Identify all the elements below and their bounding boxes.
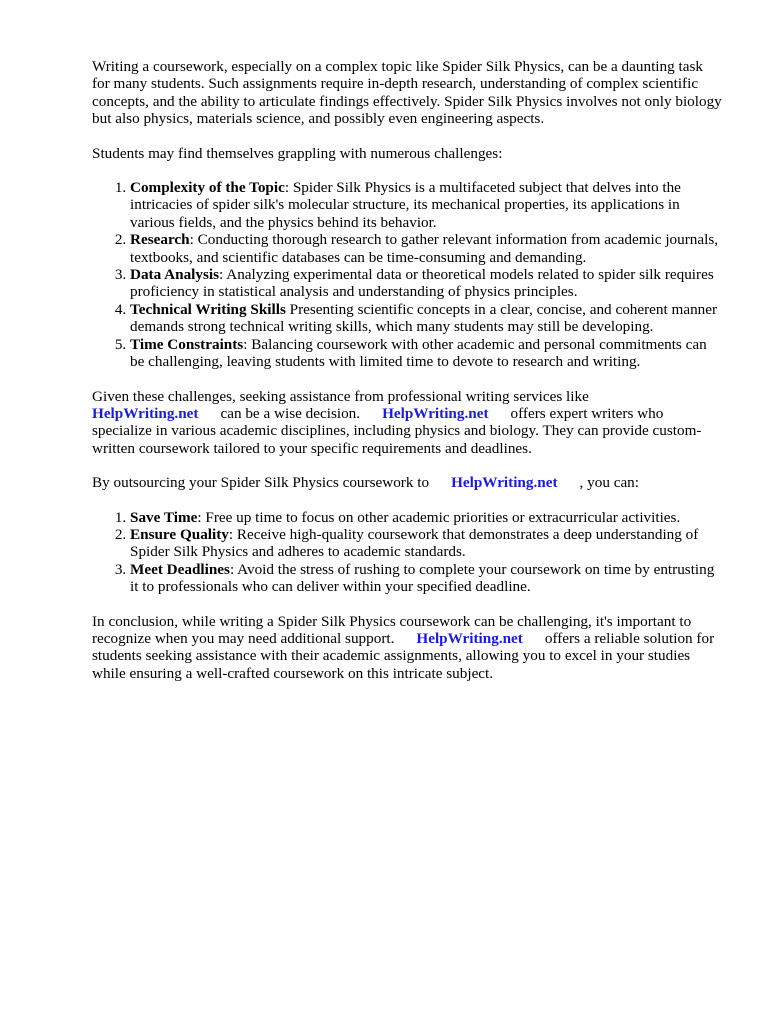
list-item <box>130 336 724 371</box>
challenges-list <box>92 179 724 370</box>
intro-paragraph: Writing a coursework, especially on a complex topic like Spider Silk Physics, can be a daunting task for many students. Such assignments require in-depth research, understanding of complex scientific concepts, and the ability to articulate findings effectively. Spider Silk Physics involves not only biology but also physics, materials science, and possibly even engineering aspects. <box>92 58 722 128</box>
list-item-text: : Conducting thorough research to gather relevant information from academic journals, textbooks, and scientific databases can be time-consuming and demanding. <box>130 231 719 266</box>
document-page <box>92 58 724 699</box>
services-paragraph <box>92 388 724 458</box>
challenges-lead-paragraph: Students may find themselves grappling with numerous challenges: <box>92 144 503 162</box>
conclusion-text-1: In conclusion, while writing a Spider Silk Physics coursework can be challenging, it's important to recognize when you may need additional support. <box>92 612 692 647</box>
list-item-title: Complexity of the Topic <box>130 179 285 197</box>
outsource-text-2: , you can: <box>579 474 639 492</box>
list-item-text: : Avoid the stress of rushing to complete your coursework on time by entrusting it to professionals who can deliver within your specified deadline. <box>130 560 715 596</box>
helpwriting-link[interactable]: HelpWriting.net <box>382 404 489 422</box>
list-item-title: Time Constraints <box>130 335 244 353</box>
list-item-text: Presenting scientific concepts in a clear, concise, and coherent manner demands strong technical writing skills, which many students may still be developing. <box>130 300 718 336</box>
services-text-2: can be a wise decision. <box>220 404 361 422</box>
list-item-title: Data Analysis <box>130 266 220 284</box>
list-item-text: : Spider Silk Physics is a multifaceted subject that delves into the intricacies of spider silk's molecular structure, its mechanical properties, its applications in various fields, and the physics behind its behavior. <box>130 179 681 231</box>
services-text-1: Given these challenges, seeking assistance from professional writing services like <box>92 387 589 405</box>
helpwriting-link[interactable]: HelpWriting.net <box>416 629 523 647</box>
list-item-title: Meet Deadlines <box>130 560 230 578</box>
benefits-list <box>92 509 724 596</box>
list-item <box>130 266 724 301</box>
list-item <box>130 179 724 231</box>
conclusion-text-2: offers a reliable solution for students seeking assistance with their academic assignments, allowing you to excel in your studies while ensuring a well-crafted coursework on this intricate subject. <box>92 629 715 682</box>
list-item-title: Research <box>130 231 190 249</box>
list-item-text: : Receive high-quality coursework that demonstrates a deep understanding of Spider Silk Physics and adheres to academic standards. <box>130 525 699 561</box>
helpwriting-link[interactable]: HelpWriting.net <box>451 474 558 492</box>
list-item-text: : Free up time to focus on other academic priorities or extracurricular activities. <box>197 508 681 526</box>
outsource-paragraph <box>92 474 724 491</box>
outsource-text-1: By outsourcing your Spider Silk Physics coursework to <box>92 474 430 492</box>
list-item-text: : Balancing coursework with other academic and personal commitments can be challenging, leaving students with limited time to devote to research and writing. <box>130 335 707 371</box>
list-item-text: : Analyzing experimental data or theoretical models related to spider silk requires proficiency in statistical analysis and understanding of physics principles. <box>130 266 714 301</box>
list-item-title: Save Time <box>130 508 198 526</box>
list-item <box>130 301 724 336</box>
list-item-title: Technical Writing Skills <box>130 300 286 318</box>
services-text-3: offers expert writers who specialize in various academic disciplines, including physics and biology. They can provide custom-written coursework tailored to your specific requirements and deadlines. <box>92 404 702 457</box>
list-item-title: Ensure Quality <box>130 525 229 543</box>
list-item <box>130 509 724 526</box>
list-item <box>130 231 724 266</box>
list-item <box>130 526 724 561</box>
helpwriting-link[interactable]: HelpWriting.net <box>92 404 199 422</box>
conclusion-paragraph <box>92 613 724 683</box>
list-item <box>130 561 724 596</box>
